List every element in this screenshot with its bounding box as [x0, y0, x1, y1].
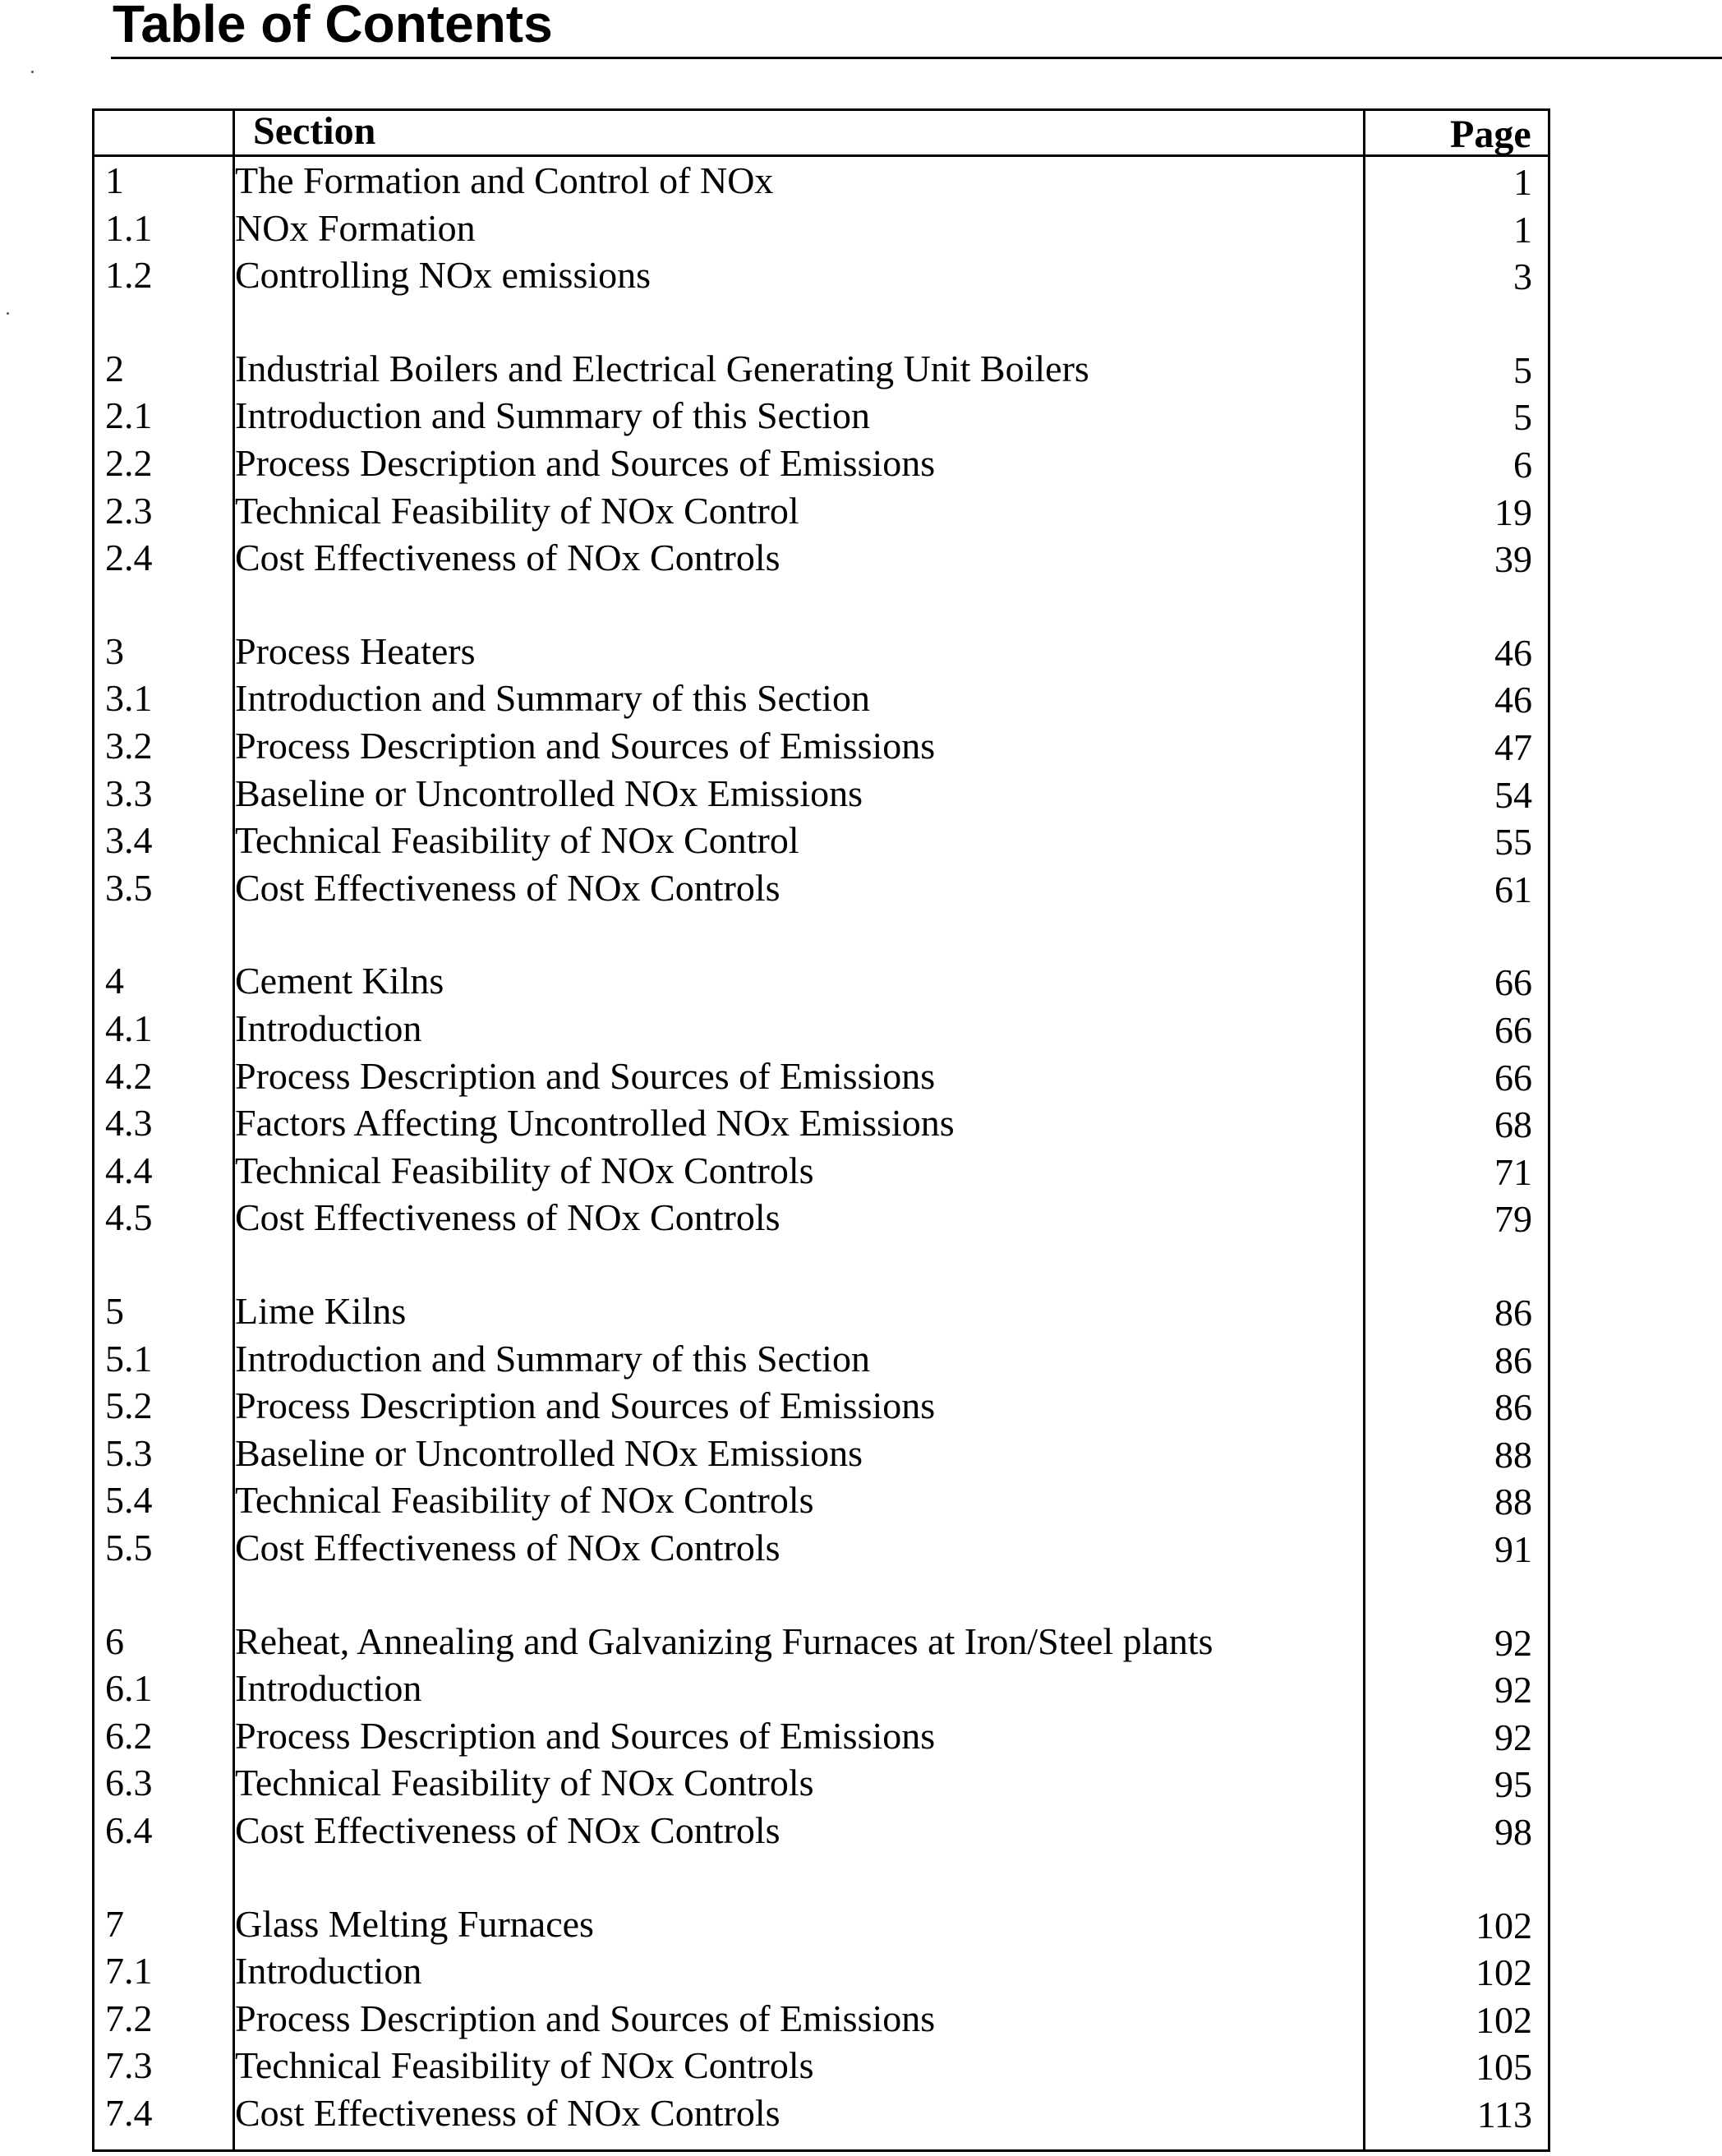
toc-section-title: Process Description and Sources of Emissions [235, 1384, 936, 1426]
toc-section-title: Introduction and Summary of this Section [235, 394, 870, 436]
toc-row [92, 1618, 1550, 1665]
toc-section-title: Lime Kilns [235, 1290, 407, 1332]
toc-page-number: 102 [1476, 1951, 1532, 1993]
toc-section-number: 6.2 [105, 1715, 153, 1757]
toc-row [92, 1665, 1550, 1711]
toc-section-title: Technical Feasibility of NOx Controls [235, 1149, 814, 1191]
toc-page-number: 102 [1476, 1999, 1532, 2041]
toc-section-number: 4.4 [105, 1149, 153, 1191]
toc-section-number: 3.3 [105, 772, 153, 814]
toc-page-number: 5 [1513, 349, 1532, 391]
toc-page-number: 47 [1494, 726, 1532, 768]
toc-section-title: Process Description and Sources of Emissions [235, 1055, 936, 1097]
toc-row [92, 1759, 1550, 1806]
toc-row [92, 675, 1550, 721]
toc-section-number: 4.1 [105, 1007, 153, 1049]
toc-section-number: 4.5 [105, 1196, 153, 1238]
toc-section-title: Factors Affecting Uncontrolled NOx Emissions [235, 1102, 955, 1144]
toc-row [92, 1712, 1550, 1759]
toc-row [92, 1382, 1550, 1429]
toc-row [92, 1524, 1550, 1571]
toc-page-number: 68 [1494, 1103, 1532, 1145]
toc-page-number: 86 [1494, 1386, 1532, 1428]
toc-page-number: 3 [1513, 256, 1532, 297]
toc-section-number: 4.2 [105, 1055, 153, 1097]
toc-section-number: 2.1 [105, 394, 153, 436]
toc-page-number: 46 [1494, 632, 1532, 674]
toc-page-number: 5 [1513, 396, 1532, 438]
toc-section-title: Controlling NOx emissions [235, 254, 652, 296]
toc-row [92, 1430, 1550, 1476]
toc-row [92, 1147, 1550, 1194]
toc-page-number: 71 [1494, 1151, 1532, 1193]
toc-section-title: Baseline or Uncontrolled NOx Emissions [235, 772, 863, 814]
scan-speck [7, 312, 9, 315]
toc-row [92, 1335, 1550, 1382]
toc-row [92, 487, 1550, 534]
toc-page-number: 46 [1494, 679, 1532, 721]
toc-section-number: 6.4 [105, 1809, 153, 1851]
toc-row [92, 1288, 1550, 1334]
toc-page-number: 54 [1494, 774, 1532, 816]
toc-section-title: Baseline or Uncontrolled NOx Emissions [235, 1432, 863, 1474]
toc-section-number: 7.3 [105, 2044, 153, 2086]
toc-section-number: 5.5 [105, 1527, 153, 1569]
toc-section-title: Process Description and Sources of Emissions [235, 1715, 936, 1757]
toc-section-number: 5.4 [105, 1479, 153, 1521]
toc-section-title: Technical Feasibility of NOx Control [235, 819, 799, 861]
toc-page-number: 88 [1494, 1434, 1532, 1476]
toc-row [92, 1807, 1550, 1854]
toc-page-number: 39 [1494, 538, 1532, 580]
toc-page-number: 19 [1494, 491, 1532, 533]
toc-page-number: 79 [1494, 1198, 1532, 1240]
toc-page-number: 1 [1513, 209, 1532, 251]
toc-row [92, 205, 1550, 251]
toc-page-number: 86 [1494, 1292, 1532, 1334]
toc-row [92, 817, 1550, 864]
toc-section-number: 5 [105, 1290, 124, 1332]
toc-row [92, 864, 1550, 911]
toc-row [92, 770, 1550, 817]
toc-section-title: Technical Feasibility of NOx Control [235, 490, 799, 532]
toc-page-number: 66 [1494, 961, 1532, 1003]
toc-section-title: Reheat, Annealing and Galvanizing Furnaces at Iron/Steel plants [235, 1620, 1213, 1662]
toc-section-number: 1 [105, 159, 124, 201]
header-page: Page [1450, 113, 1531, 156]
toc-row [92, 1900, 1550, 1947]
toc-row [92, 157, 1550, 204]
toc-section-number: 2.3 [105, 490, 153, 532]
toc-section-title: Introduction and Summary of this Section [235, 1338, 870, 1380]
toc-section-number: 3.2 [105, 725, 153, 767]
toc-row [92, 722, 1550, 769]
toc-section-number: 6.3 [105, 1762, 153, 1804]
toc-section-title: Industrial Boilers and Electrical Generating Unit Boilers [235, 348, 1089, 389]
toc-section-number: 3 [105, 630, 124, 672]
toc-row [92, 628, 1550, 675]
title-underline [111, 57, 1722, 59]
toc-section-number: 2.4 [105, 537, 153, 578]
toc-row [92, 957, 1550, 1004]
toc-section-title: Cement Kilns [235, 960, 444, 1002]
toc-page-number: 88 [1494, 1481, 1532, 1523]
toc-row [92, 1194, 1550, 1241]
toc-row [92, 251, 1550, 298]
toc-section-number: 7 [105, 1903, 124, 1945]
toc-section-number: 5.2 [105, 1384, 153, 1426]
toc-section-number: 6.1 [105, 1667, 153, 1709]
toc-page-number: 61 [1494, 868, 1532, 910]
toc-page-number: 66 [1494, 1009, 1532, 1051]
toc-section-title: Technical Feasibility of NOx Controls [235, 1762, 814, 1804]
toc-section-number: 2.2 [105, 442, 153, 484]
page-title: Table of Contents [113, 0, 553, 53]
toc-section-title: Introduction [235, 1667, 422, 1709]
toc-section-title: Glass Melting Furnaces [235, 1903, 594, 1945]
toc-row [92, 345, 1550, 392]
toc-page-number: 55 [1494, 821, 1532, 863]
toc-page-number: 86 [1494, 1339, 1532, 1381]
toc-section-title: Cost Effectiveness of NOx Controls [235, 1196, 780, 1238]
toc-row [92, 2089, 1550, 2136]
toc-section-number: 5.1 [105, 1338, 153, 1380]
toc-section-number: 3.1 [105, 677, 153, 719]
toc-row [92, 1099, 1550, 1146]
toc-row [92, 1053, 1550, 1099]
toc-section-title: Technical Feasibility of NOx Controls [235, 1479, 814, 1521]
toc-page-number: 92 [1494, 1669, 1532, 1711]
toc-section-number: 2 [105, 348, 124, 389]
toc-page-number: 98 [1494, 1811, 1532, 1853]
toc-section-number: 7.4 [105, 2092, 153, 2134]
toc-row [92, 2042, 1550, 2089]
toc-section-number: 5.3 [105, 1432, 153, 1474]
toc-page-number: 66 [1494, 1057, 1532, 1099]
toc-row [92, 1947, 1550, 1994]
toc-row [92, 392, 1550, 439]
toc-section-number: 7.2 [105, 1997, 153, 2039]
toc-row [92, 1995, 1550, 2042]
toc-section-title: Cost Effectiveness of NOx Controls [235, 867, 780, 909]
toc-section-title: Technical Feasibility of NOx Controls [235, 2044, 814, 2086]
toc-page-number: 91 [1494, 1528, 1532, 1570]
toc-section-number: 4 [105, 960, 124, 1002]
toc-page-number: 105 [1476, 2046, 1532, 2088]
toc-section-number: 3.5 [105, 867, 153, 909]
toc-row [92, 1005, 1550, 1052]
toc-section-title: Process Description and Sources of Emissions [235, 442, 936, 484]
toc-section-number: 7.1 [105, 1950, 153, 1992]
toc-section-title: Process Description and Sources of Emissions [235, 725, 936, 767]
scan-speck [31, 71, 34, 73]
toc-row [92, 534, 1550, 581]
toc-page-number: 92 [1494, 1622, 1532, 1664]
toc-page-number: 6 [1513, 444, 1532, 486]
toc-page-number: 95 [1494, 1763, 1532, 1805]
toc-section-title: Process Description and Sources of Emissions [235, 1997, 936, 2039]
toc-section-number: 1.1 [105, 207, 153, 249]
toc-section-title: The Formation and Control of NOx [235, 159, 774, 201]
toc-page-number: 1 [1513, 161, 1532, 203]
toc-section-title: Introduction and Summary of this Section [235, 677, 870, 719]
toc-section-title: NOx Formation [235, 207, 476, 249]
toc-section-number: 4.3 [105, 1102, 153, 1144]
toc-section-title: Introduction [235, 1007, 422, 1049]
toc-section-title: Process Heaters [235, 630, 476, 672]
toc-page-number: 113 [1476, 2094, 1532, 2135]
toc-section-number: 6 [105, 1620, 124, 1662]
header-section: Section [253, 109, 376, 153]
toc-row [92, 440, 1550, 486]
toc-section-number: 1.2 [105, 254, 153, 296]
toc-section-title: Cost Effectiveness of NOx Controls [235, 537, 780, 578]
toc-row [92, 1476, 1550, 1523]
toc-section-number: 3.4 [105, 819, 153, 861]
toc-section-title: Introduction [235, 1950, 422, 1992]
toc-section-title: Cost Effectiveness of NOx Controls [235, 1527, 780, 1569]
toc-section-title: Cost Effectiveness of NOx Controls [235, 1809, 780, 1851]
toc-page-number: 102 [1476, 1905, 1532, 1946]
toc-page-number: 92 [1494, 1716, 1532, 1758]
toc-section-title: Cost Effectiveness of NOx Controls [235, 2092, 780, 2134]
